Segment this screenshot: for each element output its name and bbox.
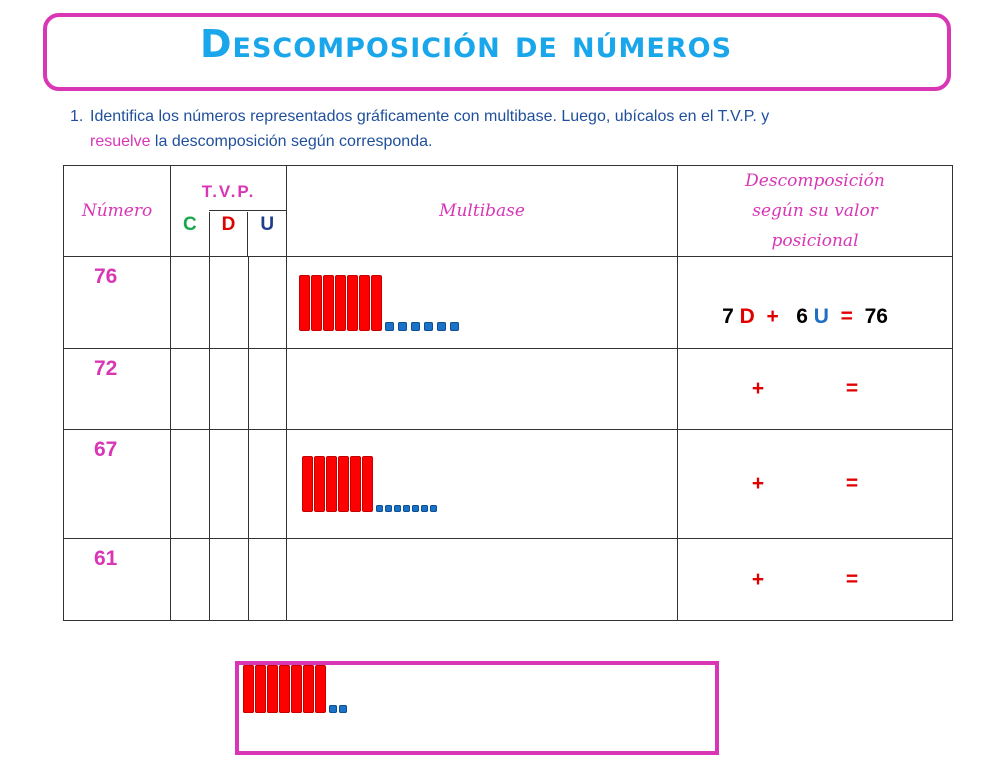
unit-cube	[403, 505, 410, 512]
header-tvp	[171, 166, 287, 257]
cell-d[interactable]	[210, 430, 249, 539]
decomp-cell[interactable]	[678, 349, 953, 430]
unit-cube	[385, 322, 394, 331]
tvp-letters	[171, 212, 286, 256]
tvp-d: D	[210, 212, 249, 256]
ten-rod	[323, 275, 334, 331]
unit-cube	[421, 505, 428, 512]
row-number: 76	[64, 257, 171, 349]
ten-rod	[302, 456, 313, 512]
unit-cube	[394, 505, 401, 512]
header-decomp-line2: según su valor	[752, 201, 878, 221]
instruction-line1: Identifica los números representados gráficamente con multibase. Luego, ubícalos en el T.V.P. y	[90, 108, 770, 125]
decomp-plus: +	[751, 377, 765, 400]
tvp-divider	[209, 210, 286, 211]
decomp-cell[interactable]	[678, 539, 953, 621]
ten-rod	[326, 456, 337, 512]
decomp-d: D	[739, 304, 755, 328]
multibase-cell	[287, 257, 678, 349]
ten-rod	[335, 275, 346, 331]
cell-d[interactable]	[210, 539, 249, 621]
cell-c[interactable]	[171, 430, 210, 539]
unit-cube	[411, 322, 420, 331]
ten-rod	[311, 275, 322, 331]
ten-rod	[338, 456, 349, 512]
tvp-u: U	[260, 214, 275, 235]
answer-option[interactable]	[239, 665, 715, 751]
header-tvp-label: T.V.P.	[201, 182, 256, 201]
header-decomp-line3: posicional	[771, 231, 859, 251]
decomp-expression	[678, 277, 952, 329]
ten-rod	[303, 665, 314, 713]
header-numero-label: Número	[81, 201, 153, 221]
exercise-table	[63, 165, 953, 621]
multibase-cell	[287, 349, 678, 430]
decomp-units-count: 6	[796, 304, 808, 328]
multibase-cell	[287, 430, 678, 539]
multibase-blocks	[287, 430, 677, 538]
instruction-line2: la descomposición según corresponda.	[150, 133, 433, 150]
unit-cube	[329, 705, 337, 713]
header-decomposicion-label	[678, 166, 952, 256]
unit-cube	[398, 322, 407, 331]
instruction-number: 1.	[70, 108, 84, 125]
decomp-equals: =	[840, 304, 853, 328]
ten-rod	[291, 665, 302, 713]
decomp-u: U	[813, 304, 829, 328]
unit-cube	[412, 505, 419, 512]
ten-rod	[255, 665, 266, 713]
ten-rod	[362, 456, 373, 512]
cell-c[interactable]	[171, 539, 210, 621]
header-multibase-label: Multibase	[439, 201, 525, 221]
multibase-blocks	[287, 257, 677, 348]
cell-c[interactable]	[171, 257, 210, 349]
unit-cube	[424, 322, 433, 331]
cell-u[interactable]	[249, 257, 287, 349]
decomp-expression	[678, 377, 952, 401]
decomp-equals: =	[845, 567, 859, 591]
unit-cube	[430, 505, 437, 512]
cell-u[interactable]	[249, 430, 287, 539]
answer-bank	[235, 661, 719, 755]
decomp-tens-count: 7	[722, 304, 734, 328]
ten-rod	[371, 275, 382, 331]
decomp-cell[interactable]	[678, 257, 953, 349]
unit-cube	[450, 322, 459, 331]
decomp-expression	[678, 568, 952, 592]
ten-rod	[359, 275, 370, 331]
cell-c[interactable]	[171, 349, 210, 430]
cell-d[interactable]	[210, 349, 249, 430]
tvp-c: C	[171, 212, 210, 256]
unit-cube	[376, 505, 383, 512]
instruction-resuelve: resuelve	[90, 133, 151, 150]
row-number: 67	[64, 430, 171, 539]
ten-rod	[267, 665, 278, 713]
cell-d[interactable]	[210, 257, 249, 349]
ten-rod	[347, 275, 358, 331]
ten-rod	[315, 665, 326, 713]
decomp-plus: +	[751, 567, 765, 591]
decomp-result: 76	[864, 304, 888, 328]
multibase-cell	[287, 539, 678, 621]
ten-rod	[314, 456, 325, 512]
decomp-expression	[678, 472, 952, 496]
header-numero	[64, 166, 171, 257]
unit-cube	[437, 322, 446, 331]
unit-cube	[339, 705, 347, 713]
decomp-plus: +	[751, 472, 765, 495]
row-number: 61	[64, 539, 171, 621]
cell-u[interactable]	[249, 349, 287, 430]
ten-rod	[350, 456, 361, 512]
page-title: Descomposición de números	[200, 22, 733, 66]
cell-u[interactable]	[249, 539, 287, 621]
ten-rod	[243, 665, 254, 713]
row-number: 72	[64, 349, 171, 430]
ten-rod	[279, 665, 290, 713]
unit-cube	[385, 505, 392, 512]
header-decomp-line1: Descomposición	[745, 171, 885, 191]
header-multibase	[287, 166, 678, 257]
decomp-cell[interactable]	[678, 430, 953, 539]
decomp-equals: =	[845, 377, 859, 400]
instruction	[70, 104, 960, 154]
decomp-plus: +	[766, 304, 779, 328]
header-decomposicion	[678, 166, 953, 257]
ten-rod	[299, 275, 310, 331]
decomp-equals: =	[845, 472, 859, 495]
